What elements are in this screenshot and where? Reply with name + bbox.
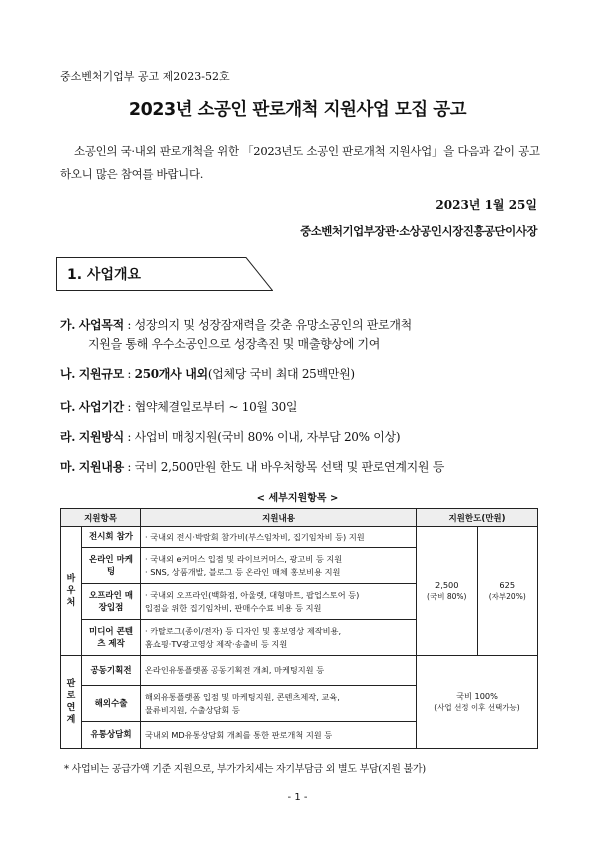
voucher-self-limit: 625 (자부20%) — [477, 527, 538, 656]
support-items-table — [60, 508, 538, 749]
page-number: - 1 - — [287, 792, 308, 803]
footnote: * 사업비는 공급가액 기준 지원으로, 부가가치세는 자기부담금 외 별도 부담(지원 불가) — [64, 764, 426, 775]
item-label: 사업목적 — [78, 318, 124, 332]
notice-number: 중소벤처기업부 공고 제2023-52호 — [60, 70, 230, 83]
header-content: 지원내용 — [141, 509, 417, 527]
item-text: 국비 2,500만원 한도 내 바우처항목 선택 및 판로연계지원 등 — [134, 460, 445, 474]
overview-item-purpose: 가. 사업목적 : 성장의지 및 성장잠재력을 갖춘 유망소공인의 판로개척 — [60, 318, 412, 332]
row-desc: 국내외 MD유통상담회 개최를 통한 판로개척 지원 등 — [141, 722, 417, 749]
announcement-date: 2023년 1월 25일 — [435, 198, 537, 212]
row-category: 유통상담회 — [82, 722, 141, 749]
item-text: 성장의지 및 성장잠재력을 갖춘 유망소공인의 판로개척 — [134, 318, 412, 332]
overview-item-content: 마. 지원내용 : 국비 2,500만원 한도 내 바우처항목 선택 및 판로연계지원 등 — [60, 460, 445, 474]
issuer: 중소벤처기업부장관·소상공인시장진흥공단이사장 — [300, 224, 537, 238]
row-category: 미디어 콘텐츠 제작 — [82, 620, 141, 656]
overview-item-method: 라. 지원방식 : 사업비 매칭지원(국비 80% 이내, 자부담 20% 이상) — [60, 430, 401, 444]
group-voucher: 바우처 — [61, 527, 82, 656]
item-marker: 나. — [60, 367, 76, 381]
row-desc: · 카탈로그(종이/전자) 등 디자인 및 홍보영상 제작비용, 홈쇼핑·TV광고영상 제작·송출비 등 지원 — [141, 620, 417, 656]
item-marker: 라. — [60, 430, 76, 444]
item-marker: 다. — [60, 400, 76, 414]
item-label: 사업기간 — [78, 400, 124, 414]
row-desc: · 국내외 e커머스 입점 및 라이브커머스, 광고비 등 지원 · SNS, 상품개발, 블로그 등 온라인 매체 홍보비용 지원 — [141, 548, 417, 584]
group-link: 판로연계 — [61, 656, 82, 749]
header-limit: 지원한도(만원) — [417, 509, 538, 527]
item-text: 협약체결일로부터 ~ 10월 30일 — [134, 400, 298, 414]
header-item: 지원항목 — [61, 509, 141, 527]
item-marker: 가. — [60, 318, 76, 332]
section-heading: 1. 사업개요 — [67, 267, 142, 283]
item-label: 지원방식 — [78, 430, 124, 444]
table-row — [61, 656, 538, 686]
item-bold-text: 250개사 내외 — [134, 367, 208, 381]
item-text: (업체당 국비 최대 25백만원) — [207, 367, 355, 381]
row-category: 공동기획전 — [82, 656, 141, 686]
item-label: 지원규모 — [78, 367, 124, 381]
voucher-total-limit: 2,500 (국비 80%) — [417, 527, 478, 656]
row-category: 해외수출 — [82, 686, 141, 722]
overview-item-period: 다. 사업기간 : 협약체결일로부터 ~ 10월 30일 — [60, 400, 298, 414]
table-row — [61, 527, 538, 548]
row-category: 전시회 참가 — [82, 527, 141, 548]
intro-paragraph: 소공인의 국·내외 판로개척을 위한 「2023년도 소공인 판로개척 지원사업」을 다음과 같이 공고하오니 많은 참여를 바랍니다. — [60, 144, 540, 181]
row-desc: 온라인유통플랫폼 공동기획전 개최, 마케팅지원 등 — [141, 656, 417, 686]
row-desc: 해외유통플랫폼 입점 및 마케팅지원, 콘텐츠제작, 교육, 물류비지원, 수출상담회 등 — [141, 686, 417, 722]
row-desc: · 국내외 전시·박람회 참가비(부스임차비, 집기임차비 등) 지원 — [141, 527, 417, 548]
page-title: 2023년 소공인 판로개척 지원사업 모집 공고 — [128, 100, 467, 120]
table-caption: < 세부지원항목 > — [256, 493, 339, 504]
link-limit: 국비 100% (사업 선정 이후 선택가능) — [417, 656, 538, 749]
item-text: 사업비 매칭지원(국비 80% 이내, 자부담 20% 이상) — [134, 430, 401, 444]
item-marker: 마. — [60, 460, 76, 474]
row-category: 오프라인 매장입점 — [82, 584, 141, 620]
overview-item-purpose-cont: 지원을 통해 우수소공인으로 성장촉진 및 매출향상에 기여 — [88, 337, 381, 351]
overview-item-scale: 나. 지원규모 : 250개사 내외(업체당 국비 최대 25백만원) — [60, 367, 355, 381]
table-header-row — [61, 509, 538, 527]
row-category: 온라인 마케팅 — [82, 548, 141, 584]
row-desc: · 국내외 오프라인(백화점, 아울렛, 대형마트, 팝업스토어 등) 입점을 위한 집기임차비, 판매수수료 비용 등 지원 — [141, 584, 417, 620]
item-label: 지원내용 — [78, 460, 124, 474]
